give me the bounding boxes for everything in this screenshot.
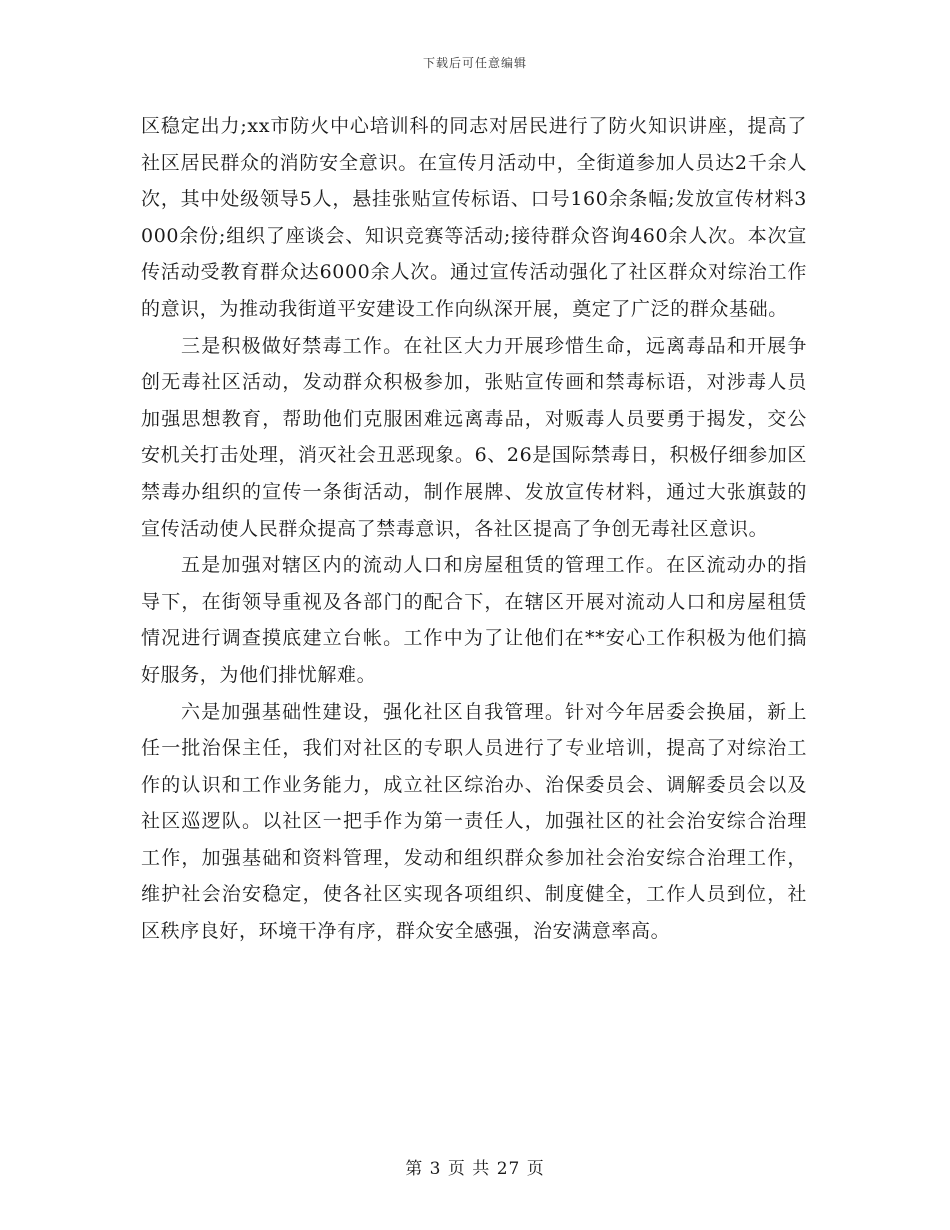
paragraph-infrastructure: 六是加强基础性建设，强化社区自我管理。针对今年居委会换届，新上任一批治保主任，我们对社区的专职人员进行了专业培训，提高了对综治工作的认识和工作业务能力，成立社区综治办、治保委员会、调解委员会以及社区巡逻队。以社区一把手作为第一责任人，加强社区的社会治安综合治理工作，加强基础和资料管理，发动和组织群众参加社会治安综合治理工作，维护社会治安稳定，使各社区实现各项组织、制度健全，工作人员到位，社区秩序良好，环境干净有序，群众安全感强，治安满意率高。 [141,700,807,943]
paragraph-anti-drug: 三是积极做好禁毒工作。在社区大力开展珍惜生命，远离毒品和开展争创无毒社区活动，发动群众积极参加，张贴宣传画和禁毒标语，对涉毒人员加强思想教育，帮助他们克服困难远离毒品，对贩毒人员要勇于揭发，交公安机关打击处理，消灭社会丑恶现象。6、26是国际禁毒日，积极仔细参加区禁毒办组织的宣传一条街活动，制作展牌、发放宣传材料，通过大张旗鼓的宣传活动使人民群众提高了禁毒意识，各社区提高了争创无毒社区意识。 [141,334,807,540]
paragraph-floating-population: 五是加强对辖区内的流动人口和房屋租赁的管理工作。在区流动办的指导下，在街领导重视及各部门的配合下，在辖区开展对流动人口和房屋租赁情况进行调查摸底建立台帐。工作中为了让他们在**安心工作积极为他们搞好服务，为他们排忧解难。 [141,554,807,686]
document-body [141,108,807,950]
header-note: 下载后可任意编辑 [422,56,527,70]
paragraph-continuation: 区稳定出力;xx市防火中心培训科的同志对居民进行了防火知识讲座，提高了社区居民群众的消防安全意识。在宣传月活动中，全街道参加人员达2千余人次，其中处级领导5人，悬挂张贴宣传标语、口号160余条幅;发放宣传材料3000余份;组织了座谈会、知识竞赛等活动;接待群众咨询460余人次。本次宣传活动受教育群众达6000余人次。通过宣传活动强化了社区群众对综治工作的意识，为推动我街道平安建设工作向纵深开展，奠定了广泛的群众基础。 [141,115,807,320]
page-number: 第 3 页 共 27 页 [405,1159,545,1179]
